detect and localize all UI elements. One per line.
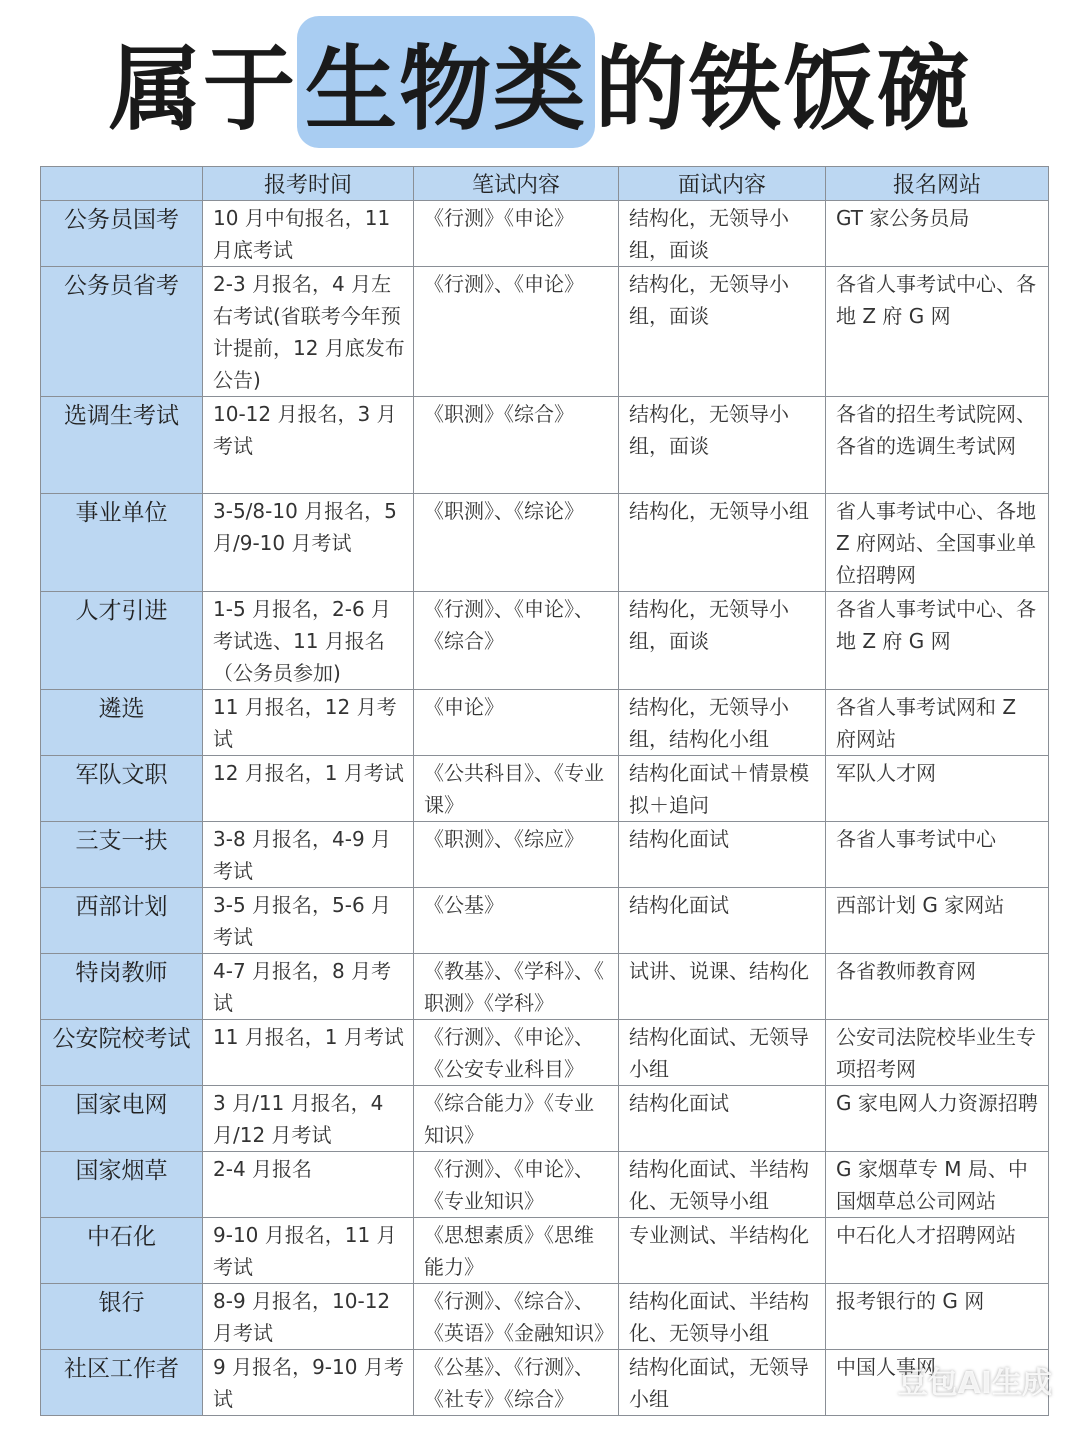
cell-interview: 专业测试、半结构化: [619, 1218, 826, 1284]
cell-interview: 结构化，无领导小组，面谈: [619, 397, 826, 494]
row-name: 公务员国考: [41, 201, 203, 267]
cell-written: 《行测》、《申论》、《综合》: [414, 592, 619, 690]
cell-time: 11 月报名，12 月考试: [203, 690, 414, 756]
header-written-test: 笔试内容: [414, 167, 619, 201]
cell-interview: 结构化面试、无领导小组: [619, 1020, 826, 1086]
table-row: [41, 1086, 1049, 1152]
cell-time: 3-5 月报名，5-6 月考试: [203, 888, 414, 954]
header-interview: 面试内容: [619, 167, 826, 201]
cell-written: 《行测》、《申论》、《专业知识》: [414, 1152, 619, 1218]
table-row: [41, 690, 1049, 756]
cell-time: 12 月报名，1 月考试: [203, 756, 414, 822]
cell-written: 《职测》、《综论》: [414, 494, 619, 592]
table-body: [41, 201, 1049, 1416]
cell-time: 2-3 月报名，4 月左右考试(省联考今年预计提前，12 月底发布公告): [203, 267, 414, 397]
cell-site: 各省的招生考试院网、各省的选调生考试网: [826, 397, 1049, 494]
cell-site: 各省人事考试中心: [826, 822, 1049, 888]
cell-interview: 结构化面试: [619, 1086, 826, 1152]
cell-interview: 结构化，无领导小组，面谈: [619, 201, 826, 267]
cell-written: 《申论》: [414, 690, 619, 756]
exam-table: [40, 166, 1049, 1416]
cell-site: 军队人才网: [826, 756, 1049, 822]
cell-time: 2-4 月报名: [203, 1152, 414, 1218]
cell-site: 公安司法院校毕业生专项招考网: [826, 1020, 1049, 1086]
cell-written: 《行测》《申论》: [414, 201, 619, 267]
cell-site: 报考银行的 G 网: [826, 1284, 1049, 1350]
row-name: 西部计划: [41, 888, 203, 954]
table-row: [41, 1284, 1049, 1350]
row-name: 国家电网: [41, 1086, 203, 1152]
row-name: 事业单位: [41, 494, 203, 592]
row-name: 公安院校考试: [41, 1020, 203, 1086]
table-row: [41, 267, 1049, 397]
cell-time: 9 月报名，9-10 月考试: [203, 1350, 414, 1416]
row-name: 三支一扶: [41, 822, 203, 888]
cell-written: 《行测》、《综合》、《英语》《金融知识》: [414, 1284, 619, 1350]
title-suffix: 的铁饭碗: [595, 36, 972, 143]
header-exam-time: 报考时间: [203, 167, 414, 201]
cell-time: 3-5/8-10 月报名，5 月/9-10 月考试: [203, 494, 414, 592]
row-name: 遴选: [41, 690, 203, 756]
table-header-row: [41, 167, 1049, 201]
cell-site: 各省人事考试中心、各地 Z 府 G 网: [826, 592, 1049, 690]
table-row: [41, 822, 1049, 888]
cell-site: 各省教师教育网: [826, 954, 1049, 1020]
table-row: [41, 1020, 1049, 1086]
title-prefix: 属于: [108, 36, 297, 143]
row-name: 军队文职: [41, 756, 203, 822]
table-row: [41, 201, 1049, 267]
cell-site: 各省人事考试中心、各地 Z 府 G 网: [826, 267, 1049, 397]
cell-site: G 家电网人力资源招聘: [826, 1086, 1049, 1152]
cell-written: 《综合能力》《专业知识》: [414, 1086, 619, 1152]
cell-interview: 结构化面试、半结构化、无领导小组: [619, 1152, 826, 1218]
row-name: 公务员省考: [41, 267, 203, 397]
cell-interview: 结构化面试: [619, 822, 826, 888]
cell-interview: 结构化，无领导小组，结构化小组: [619, 690, 826, 756]
cell-written: 《思想素质》《思维能力》: [414, 1218, 619, 1284]
cell-written: 《行测》、《申论》: [414, 267, 619, 397]
row-name: 中石化: [41, 1218, 203, 1284]
row-name: 社区工作者: [41, 1350, 203, 1416]
cell-time: 3-8 月报名，4-9 月考试: [203, 822, 414, 888]
table-row: [41, 1218, 1049, 1284]
cell-time: 4-7 月报名，8 月考试: [203, 954, 414, 1020]
cell-written: 《教基》、《学科》、《 职测》《学科》: [414, 954, 619, 1020]
cell-time: 10-12 月报名，3 月考试: [203, 397, 414, 494]
table-row: [41, 1152, 1049, 1218]
row-name: 国家烟草: [41, 1152, 203, 1218]
cell-written: 《职测》《综合》: [414, 397, 619, 494]
cell-site: 中石化人才招聘网站: [826, 1218, 1049, 1284]
cell-time: 11 月报名，1 月考试: [203, 1020, 414, 1086]
cell-interview: 结构化面试，无领导小组: [619, 1350, 826, 1416]
table-row: [41, 756, 1049, 822]
cell-written: 《职测》、《综应》: [414, 822, 619, 888]
cell-site: GT 家公务员局: [826, 201, 1049, 267]
cell-interview: 结构化面试: [619, 888, 826, 954]
cell-written: 《公基》、《行测》、《社专》《综合》: [414, 1350, 619, 1416]
cell-interview: 结构化，无领导小组: [619, 494, 826, 592]
cell-time: 8-9 月报名，10-12 月考试: [203, 1284, 414, 1350]
cell-time: 10 月中旬报名，11 月底考试: [203, 201, 414, 267]
cell-site: 各省人事考试网和 Z 府网站: [826, 690, 1049, 756]
row-name: 特岗教师: [41, 954, 203, 1020]
table-row: [41, 592, 1049, 690]
cell-written: 《行测》、《申论》、《公安专业科目》: [414, 1020, 619, 1086]
cell-interview: 试讲、说课、结构化: [619, 954, 826, 1020]
cell-site: G 家烟草专 M 局、中国烟草总公司网站: [826, 1152, 1049, 1218]
header-corner: [41, 167, 203, 201]
table-row: [41, 954, 1049, 1020]
cell-time: 3 月/11 月报名，4 月/12 月考试: [203, 1086, 414, 1152]
title-highlight: 生物类: [297, 16, 595, 148]
cell-time: 9-10 月报名，11 月考试: [203, 1218, 414, 1284]
header-registration-site: 报名网站: [826, 167, 1049, 201]
cell-interview: 结构化，无领导小组，面谈: [619, 592, 826, 690]
table-row: [41, 397, 1049, 494]
cell-interview: 结构化面试＋情景模拟＋追问: [619, 756, 826, 822]
table-row: [41, 888, 1049, 954]
cell-time: 1-5 月报名，2-6 月考试选、11 月报名（公务员参加): [203, 592, 414, 690]
cell-site: 西部计划 G 家网站: [826, 888, 1049, 954]
cell-interview: 结构化，无领导小组，面谈: [619, 267, 826, 397]
cell-site: 省人事考试中心、各地 Z 府网站、全国事业单位招聘网: [826, 494, 1049, 592]
row-name: 人才引进: [41, 592, 203, 690]
cell-written: 《公共科目》、《专业课》: [414, 756, 619, 822]
cell-site: 中国人事网: [826, 1350, 1049, 1416]
page-title: [0, 22, 1080, 142]
table-row: [41, 494, 1049, 592]
cell-interview: 结构化面试、半结构化、无领导小组: [619, 1284, 826, 1350]
row-name: 银行: [41, 1284, 203, 1350]
row-name: 选调生考试: [41, 397, 203, 494]
cell-written: 《公基》: [414, 888, 619, 954]
watermark: 豆包AI生成: [897, 1366, 1052, 1401]
